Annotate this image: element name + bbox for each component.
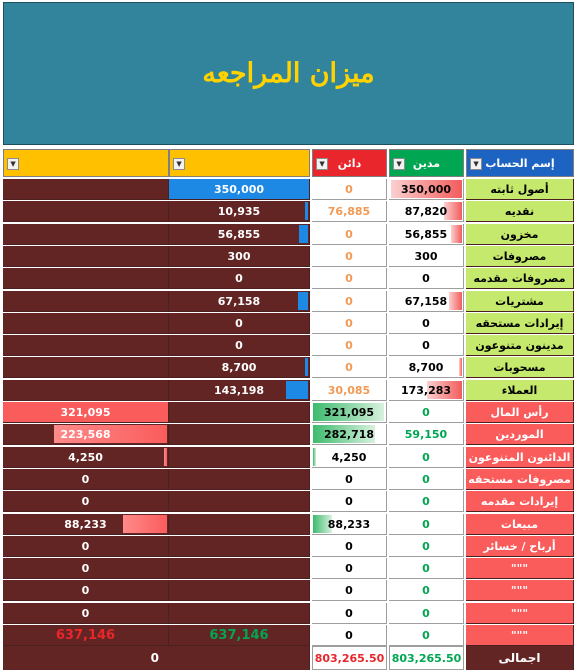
table-cell-debit-value: 0 <box>422 450 430 464</box>
column-header-debit[interactable] <box>389 149 464 177</box>
table-cell-col4-value: 0 <box>235 316 243 330</box>
table-cell-credit[interactable] <box>312 291 387 312</box>
data-bar <box>123 515 167 533</box>
table-cell-col5[interactable] <box>3 514 169 535</box>
account-name-cell <box>466 491 574 512</box>
table-cell-col5[interactable] <box>3 335 169 356</box>
table-cell-col4[interactable] <box>169 447 310 468</box>
account-name-cell-value: """ <box>510 628 529 642</box>
table-cell-credit-value: 0 <box>345 316 353 330</box>
data-bar <box>305 358 308 376</box>
table-cell-credit[interactable] <box>312 357 387 378</box>
table-cell-credit-value: 0 <box>345 338 353 352</box>
filter-dropdown-icon[interactable]: ▼ <box>316 158 328 170</box>
account-name-cell-value: مشتريات <box>495 294 544 308</box>
table-cell-credit-value: 0 <box>345 360 353 374</box>
table-cell-credit[interactable] <box>312 246 387 267</box>
table-cell-debit-value: 0 <box>422 316 430 330</box>
table-cell-col4[interactable] <box>169 491 310 512</box>
table-cell-col5-value: 637,146 <box>55 627 116 643</box>
account-name-cell <box>466 179 574 200</box>
account-name-cell <box>466 313 574 334</box>
debit-grand-total <box>389 646 464 670</box>
account-name-cell-value: مسحوبات <box>493 360 546 374</box>
table-cell-credit-value: 4,250 <box>331 450 367 464</box>
table-cell-col4[interactable] <box>169 357 310 378</box>
account-name-cell <box>466 558 574 579</box>
table-cell-credit[interactable] <box>312 424 387 445</box>
table-cell-col5-value: 0 <box>81 539 90 553</box>
table-cell-col4-value: 350,000 <box>213 182 265 196</box>
table-cell-col4[interactable] <box>169 536 310 557</box>
account-name-cell <box>466 580 574 601</box>
table-cell-credit-value: 0 <box>345 606 353 620</box>
data-bar <box>449 292 462 310</box>
account-name-cell-value: رأس المال <box>490 405 549 419</box>
table-cell-debit-value: 0 <box>422 517 430 531</box>
account-name-cell <box>466 246 574 267</box>
total-label: اجمالى <box>498 651 541 665</box>
table-cell-debit-value: 0 <box>422 583 430 597</box>
account-name-cell <box>466 357 574 378</box>
table-cell-col4-value: 56,855 <box>217 227 261 241</box>
table-cell-col5[interactable] <box>3 447 169 468</box>
table-cell-debit-value: 300 <box>414 249 438 263</box>
table-cell-debit[interactable] <box>389 514 464 535</box>
table-cell-credit-value: 0 <box>345 561 353 575</box>
account-name-cell <box>466 335 574 356</box>
table-cell-credit[interactable] <box>312 469 387 490</box>
table-cell-col4[interactable] <box>169 603 310 624</box>
table-cell-debit-value: 0 <box>422 606 430 620</box>
account-name-cell-value: أرباح / خسائر <box>483 539 556 553</box>
table-cell-col4-value: 10,935 <box>217 204 261 218</box>
account-name-cell <box>466 402 574 423</box>
table-cell-credit-value: 0 <box>345 182 353 196</box>
table-cell-debit[interactable] <box>389 580 464 601</box>
account-name-cell-value: مخزون <box>500 227 539 241</box>
account-name-cell <box>466 514 574 535</box>
data-bar <box>459 358 462 376</box>
account-name-cell <box>466 536 574 557</box>
table-cell-col4[interactable] <box>169 580 310 601</box>
table-cell-debit[interactable] <box>389 447 464 468</box>
table-cell-col5[interactable] <box>3 625 169 646</box>
data-bar <box>451 225 462 243</box>
account-name-cell <box>466 291 574 312</box>
table-cell-debit[interactable] <box>389 313 464 334</box>
total-label-cell <box>466 646 574 670</box>
account-name-cell <box>466 447 574 468</box>
account-name-cell <box>466 268 574 289</box>
account-name-cell-value: العملاء <box>501 383 538 397</box>
data-bar <box>305 202 308 220</box>
table-cell-credit-value: 30,085 <box>327 383 371 397</box>
table-cell-col4-value: 300 <box>227 249 251 263</box>
table-cell-credit-value: 0 <box>345 539 353 553</box>
table-cell-debit-value: 87,820 <box>404 204 448 218</box>
table-cell-debit[interactable] <box>389 246 464 267</box>
account-name-cell <box>466 424 574 445</box>
table-cell-col4-value: 0 <box>235 338 243 352</box>
account-name-cell-value: مبيعات <box>500 517 539 531</box>
table-cell-col4[interactable] <box>169 291 310 312</box>
table-cell-col4[interactable] <box>169 246 310 267</box>
table-cell-debit[interactable] <box>389 469 464 490</box>
data-bar <box>313 448 316 466</box>
account-name-cell-value: مصروفات <box>492 249 547 263</box>
credit-total-value: 803,265.50 <box>314 651 385 665</box>
table-cell-credit-value: 0 <box>345 628 353 642</box>
table-cell-credit[interactable] <box>312 268 387 289</box>
table-cell-col4[interactable] <box>169 179 310 200</box>
table-cell-credit[interactable] <box>312 313 387 334</box>
debit-total-value: 803,265.50 <box>391 651 462 665</box>
table-cell-credit[interactable] <box>312 447 387 468</box>
table-cell-debit-value: 0 <box>422 628 430 642</box>
table-cell-debit[interactable] <box>389 224 464 245</box>
table-cell-col5[interactable] <box>3 357 169 378</box>
account-name-cell-value: الموردين <box>495 427 544 441</box>
table-cell-credit-value: 0 <box>345 494 353 508</box>
difference-value: 0 <box>150 651 159 665</box>
table-cell-debit-value: 0 <box>422 472 430 486</box>
table-cell-col5[interactable] <box>3 469 169 490</box>
filter-dropdown-icon[interactable]: ▼ <box>393 158 405 170</box>
account-name-cell-value: """ <box>510 583 529 597</box>
account-header-label: إسم الحساب <box>485 156 555 170</box>
account-name-cell-value: أصول ثابته <box>490 182 549 196</box>
table-cell-debit[interactable] <box>389 603 464 624</box>
table-cell-col4[interactable] <box>169 402 310 423</box>
table-cell-debit[interactable] <box>389 201 464 222</box>
table-cell-debit[interactable] <box>389 536 464 557</box>
column-header-4[interactable] <box>169 149 310 177</box>
table-cell-credit-value: 0 <box>345 472 353 486</box>
account-name-cell-value: مدينون متنوعون <box>475 338 564 352</box>
table-cell-credit[interactable] <box>312 335 387 356</box>
data-bar <box>299 225 308 243</box>
table-cell-credit-value: 0 <box>345 271 353 285</box>
table-cell-credit-value: 0 <box>345 583 353 597</box>
table-cell-col5-value: 4,250 <box>68 450 103 464</box>
table-cell-col5-value: 223,568 <box>60 427 111 441</box>
table-cell-debit-value: 173,283 <box>400 383 452 397</box>
page-title: ميزان المراجعه <box>202 58 375 89</box>
table-cell-col5[interactable] <box>3 268 169 289</box>
table-cell-col4-value: 143,198 <box>213 383 265 397</box>
table-cell-debit[interactable] <box>389 179 464 200</box>
table-cell-debit[interactable] <box>389 380 464 401</box>
credit-grand-total <box>312 646 387 670</box>
column-header-5[interactable] <box>3 149 169 177</box>
account-name-cell <box>466 224 574 245</box>
table-cell-col4[interactable] <box>169 514 310 535</box>
table-cell-debit-value: 56,855 <box>404 227 448 241</box>
table-cell-debit-value: 0 <box>422 405 430 419</box>
table-cell-credit[interactable] <box>312 402 387 423</box>
table-cell-debit[interactable] <box>389 291 464 312</box>
table-cell-debit[interactable] <box>389 268 464 289</box>
table-cell-col4[interactable] <box>169 380 310 401</box>
account-name-cell <box>466 201 574 222</box>
table-cell-col4-value: 67,158 <box>217 294 261 308</box>
table-cell-col4[interactable] <box>169 625 310 646</box>
table-cell-debit[interactable] <box>389 558 464 579</box>
table-cell-debit[interactable] <box>389 424 464 445</box>
table-cell-debit-value: 59,150 <box>404 427 448 441</box>
filter-dropdown-icon[interactable]: ▼ <box>173 158 185 170</box>
table-cell-col5[interactable] <box>3 246 169 267</box>
table-cell-col5[interactable] <box>3 291 169 312</box>
table-cell-col4[interactable] <box>169 469 310 490</box>
table-cell-debit-value: 67,158 <box>404 294 448 308</box>
data-bar <box>298 292 308 310</box>
account-name-cell <box>466 469 574 490</box>
table-cell-credit[interactable] <box>312 603 387 624</box>
account-name-cell-value: إيرادات مقدمه <box>480 494 559 508</box>
table-cell-col5[interactable] <box>3 558 169 579</box>
filter-dropdown-icon[interactable]: ▼ <box>470 158 482 170</box>
table-cell-col4[interactable] <box>169 335 310 356</box>
table-cell-credit-value: 321,095 <box>323 405 375 419</box>
filter-dropdown-icon[interactable]: ▼ <box>7 158 19 170</box>
table-cell-credit-value: 0 <box>345 249 353 263</box>
credit-header-label: دائن <box>337 156 362 170</box>
account-name-cell-value: """ <box>510 561 529 575</box>
table-cell-credit[interactable] <box>312 224 387 245</box>
table-cell-col4[interactable] <box>169 201 310 222</box>
account-name-cell-value: """ <box>510 606 529 620</box>
table-cell-credit-value: 0 <box>345 227 353 241</box>
table-cell-col5-value: 321,095 <box>60 405 111 419</box>
title-banner <box>3 2 574 145</box>
table-cell-debit[interactable] <box>389 625 464 646</box>
table-cell-debit[interactable] <box>389 402 464 423</box>
table-cell-col4-value: 8,700 <box>221 360 257 374</box>
difference-total <box>3 646 310 670</box>
table-cell-col5[interactable] <box>3 580 169 601</box>
data-bar <box>286 381 308 399</box>
column-header-credit[interactable] <box>312 149 387 177</box>
table-cell-debit[interactable] <box>389 335 464 356</box>
table-cell-col4-value: 637,146 <box>209 627 269 643</box>
table-cell-col4[interactable] <box>169 313 310 334</box>
table-cell-col5[interactable] <box>3 603 169 624</box>
table-cell-col5-value: 0 <box>81 561 90 575</box>
table-cell-credit[interactable] <box>312 380 387 401</box>
table-cell-credit-value: 282,718 <box>323 427 375 441</box>
account-name-cell <box>466 603 574 624</box>
column-header-account[interactable] <box>466 149 574 177</box>
table-cell-credit[interactable] <box>312 179 387 200</box>
table-cell-credit[interactable] <box>312 514 387 535</box>
table-cell-col5-value: 0 <box>81 583 90 597</box>
table-cell-col5[interactable] <box>3 402 169 423</box>
account-name-cell <box>466 625 574 646</box>
table-cell-debit-value: 350,000 <box>400 182 452 196</box>
table-cell-debit-value: 0 <box>422 494 430 508</box>
table-cell-debit[interactable] <box>389 491 464 512</box>
table-cell-debit-value: 0 <box>422 338 430 352</box>
table-cell-col5[interactable] <box>3 536 169 557</box>
table-cell-credit-value: 76,885 <box>327 204 371 218</box>
table-cell-col5-value: 0 <box>81 494 90 508</box>
data-bar <box>164 448 167 466</box>
table-cell-credit[interactable] <box>312 201 387 222</box>
account-name-cell-value: مصروفات مقدمه <box>473 271 566 285</box>
account-name-cell <box>466 380 574 401</box>
account-name-cell-value: إيرادات مستحقه <box>475 316 564 330</box>
table-cell-col5[interactable] <box>3 380 169 401</box>
table-cell-credit[interactable] <box>312 580 387 601</box>
table-cell-debit-value: 0 <box>422 539 430 553</box>
table-cell-credit[interactable] <box>312 536 387 557</box>
table-cell-debit-value: 8,700 <box>408 360 444 374</box>
table-cell-col5[interactable] <box>3 424 169 445</box>
table-cell-col4[interactable] <box>169 424 310 445</box>
table-cell-credit-value: 0 <box>345 294 353 308</box>
table-cell-credit[interactable] <box>312 625 387 646</box>
table-cell-col5-value: 0 <box>81 606 90 620</box>
table-cell-col5[interactable] <box>3 201 169 222</box>
table-cell-col4[interactable] <box>169 558 310 579</box>
table-cell-col4[interactable] <box>169 224 310 245</box>
table-cell-debit-value: 0 <box>422 271 430 285</box>
table-cell-credit[interactable] <box>312 491 387 512</box>
table-cell-col4-value: 0 <box>235 271 243 285</box>
account-name-cell-value: مصروفات مستحقه <box>468 472 571 486</box>
table-cell-col5[interactable] <box>3 491 169 512</box>
table-cell-col5[interactable] <box>3 224 169 245</box>
account-name-cell-value: نقديه <box>504 204 535 218</box>
table-cell-credit-value: 88,233 <box>327 517 371 531</box>
table-cell-col5[interactable] <box>3 313 169 334</box>
table-cell-col5-value: 88,233 <box>64 517 107 531</box>
table-cell-col5[interactable] <box>3 179 169 200</box>
table-cell-credit[interactable] <box>312 558 387 579</box>
table-cell-col4[interactable] <box>169 268 310 289</box>
table-cell-col5-value: 0 <box>81 472 90 486</box>
debit-header-label: مدين <box>412 156 441 170</box>
account-name-cell-value: الدائنون المتنوعون <box>468 450 571 464</box>
table-cell-debit[interactable] <box>389 357 464 378</box>
table-cell-debit-value: 0 <box>422 561 430 575</box>
